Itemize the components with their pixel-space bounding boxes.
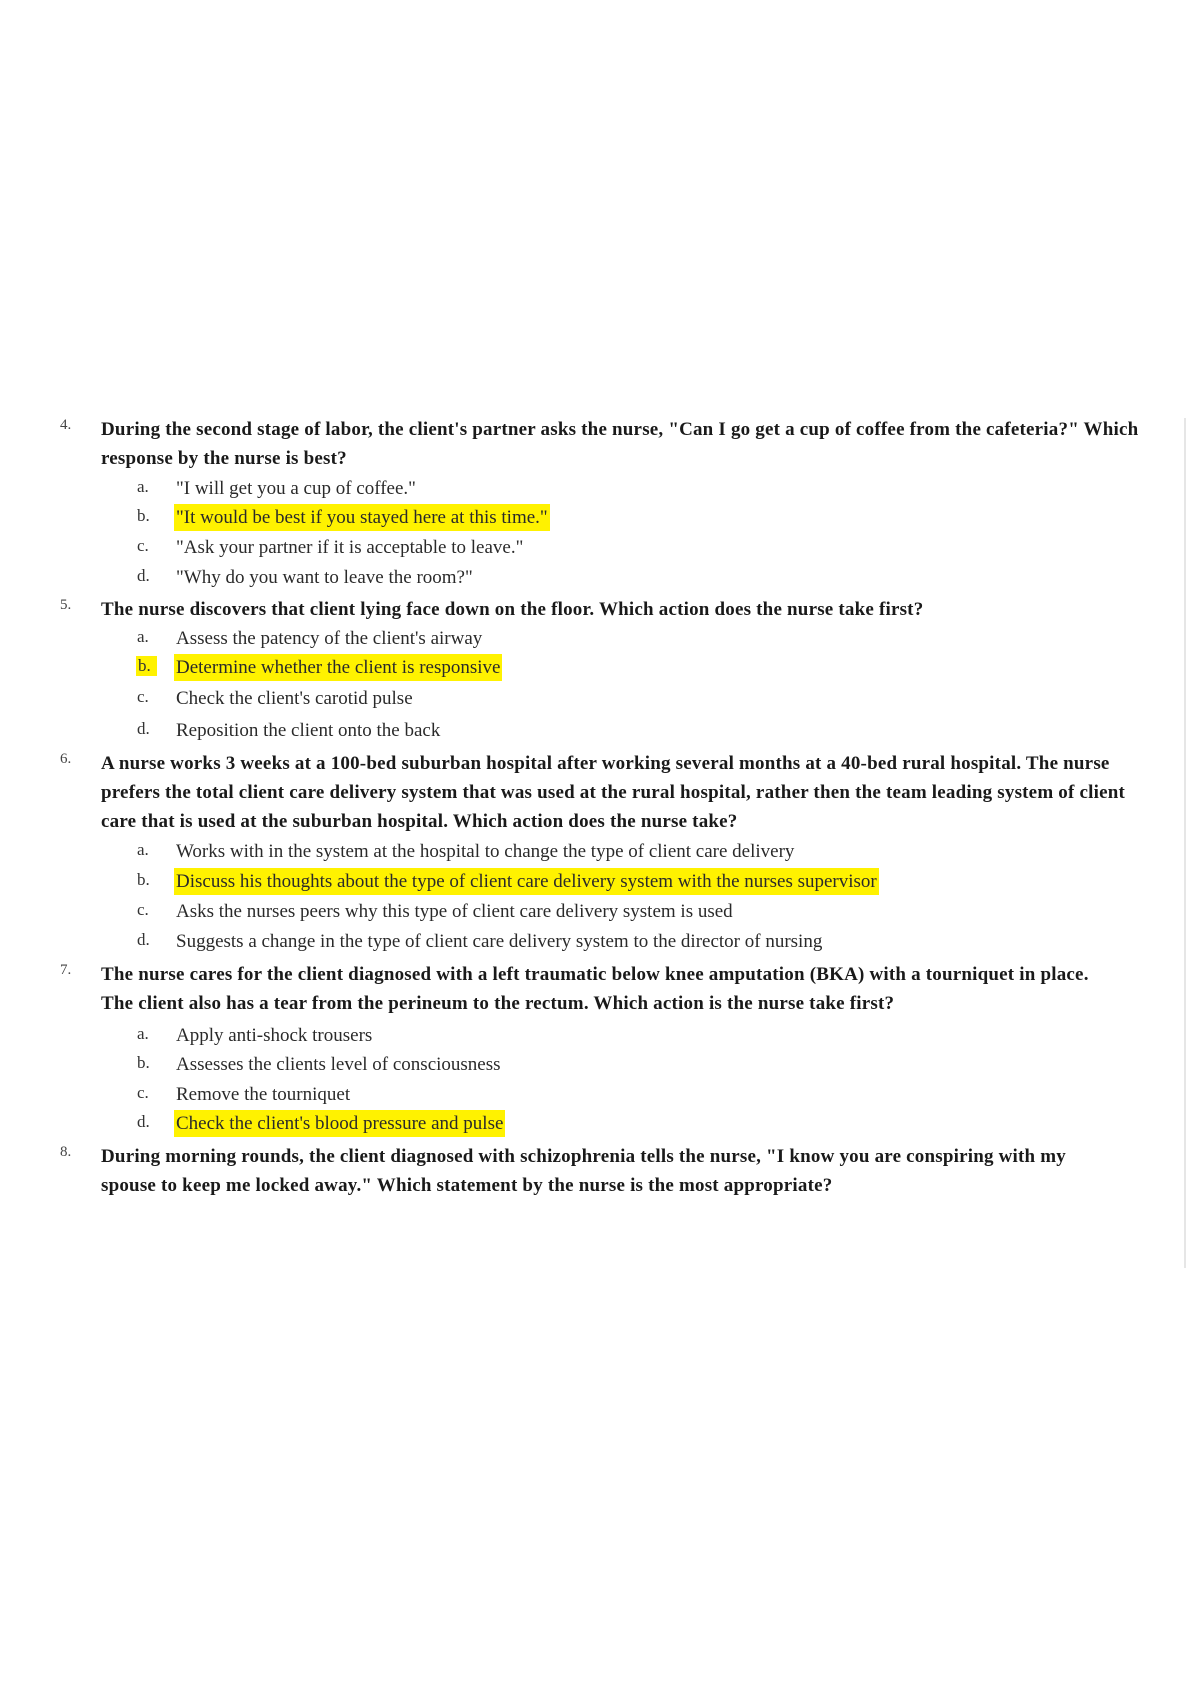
option-text: Asks the nurses peers why this type of client care delivery system is used bbox=[176, 901, 733, 922]
option-letter: b. bbox=[137, 506, 150, 525]
option-letter-highlighted: b. bbox=[136, 656, 157, 676]
option-letter: c. bbox=[137, 536, 149, 555]
question-stem: The nurse discovers that client lying face down on the floor. Which action does the nurse take first? bbox=[101, 599, 924, 620]
option-b-answer bbox=[0, 868, 1190, 897]
option-letter: a. bbox=[137, 627, 149, 646]
option-d bbox=[0, 717, 1190, 746]
option-letter: d. bbox=[137, 719, 150, 738]
option-text: Remove the tourniquet bbox=[176, 1084, 351, 1105]
option-a bbox=[0, 625, 1190, 654]
option-a bbox=[0, 475, 1190, 504]
option-text: Works with in the system at the hospital to change the type of client care delivery bbox=[176, 841, 795, 862]
option-letter: c. bbox=[137, 900, 149, 919]
option-text: "Why do you want to leave the room?" bbox=[176, 567, 473, 588]
option-a bbox=[0, 838, 1190, 867]
question-number: 7. bbox=[60, 962, 72, 978]
option-text: Suggests a change in the type of client care delivery system to the director of nursing bbox=[176, 931, 823, 952]
option-letter: d. bbox=[137, 566, 150, 585]
option-letter: b. bbox=[137, 1053, 150, 1072]
question-number: 8. bbox=[60, 1144, 72, 1160]
option-letter: a. bbox=[137, 1024, 149, 1043]
option-text: Apply anti-shock trousers bbox=[176, 1025, 373, 1046]
option-letter: a. bbox=[137, 840, 149, 859]
option-text-highlighted: Discuss his thoughts about the type of client care delivery system with the nurses supervisor bbox=[174, 868, 879, 895]
question-number: 6. bbox=[60, 751, 72, 767]
option-letter: d. bbox=[137, 930, 150, 949]
option-text-highlighted: Determine whether the client is responsive bbox=[174, 654, 502, 681]
option-text: "I will get you a cup of coffee." bbox=[176, 478, 416, 499]
option-text: "Ask your partner if it is acceptable to leave." bbox=[176, 537, 524, 558]
option-d bbox=[0, 564, 1190, 593]
option-text: Assesses the clients level of consciousness bbox=[176, 1054, 501, 1075]
option-b bbox=[0, 1051, 1190, 1080]
option-text: Check the client's carotid pulse bbox=[176, 688, 413, 709]
option-b-answer bbox=[0, 504, 1190, 533]
question-stem: During the second stage of labor, the client's partner asks the nurse, "Can I go get a cup of coffee from the cafeteria?" Which response by the nurse is best? bbox=[101, 419, 1139, 469]
option-d-answer bbox=[0, 1110, 1190, 1139]
option-letter: d. bbox=[137, 1112, 150, 1131]
option-c bbox=[0, 685, 1190, 714]
option-a bbox=[0, 1022, 1190, 1051]
option-letter: a. bbox=[137, 477, 149, 496]
question-number: 4. bbox=[60, 417, 72, 433]
question-number: 5. bbox=[60, 597, 72, 613]
option-b-answer bbox=[0, 654, 1190, 683]
question-stem: The nurse cares for the client diagnosed with a left traumatic below knee amputation (BKA) with a tourniquet in place. The client also has a tear from the perineum to the rectum. Which action is the nurse take first? bbox=[101, 964, 1089, 1014]
option-c bbox=[0, 898, 1190, 927]
option-d bbox=[0, 928, 1190, 957]
option-text-highlighted: Check the client's blood pressure and pulse bbox=[174, 1110, 505, 1137]
option-c bbox=[0, 534, 1190, 563]
question-stem: A nurse works 3 weeks at a 100-bed suburban hospital after working several months at a 40-bed rural hospital. The nurse prefers the total client care delivery system that was used at the rural hospital, rather then the team leading system of client care that is used at the suburban hospital. Which action does the nurse take? bbox=[101, 753, 1125, 832]
option-text: Assess the patency of the client's airway bbox=[176, 628, 483, 649]
option-letter: c. bbox=[137, 687, 149, 706]
option-text: Reposition the client onto the back bbox=[176, 720, 441, 741]
option-letter: b. bbox=[137, 870, 150, 889]
option-letter: c. bbox=[137, 1083, 149, 1102]
option-text-highlighted: "It would be best if you stayed here at this time." bbox=[174, 504, 550, 531]
option-c bbox=[0, 1081, 1190, 1110]
question-stem: During morning rounds, the client diagnosed with schizophrenia tells the nurse, "I know you are conspiring with my spouse to keep me locked away." Which statement by the nurse is the most appropriate? bbox=[101, 1146, 1066, 1196]
